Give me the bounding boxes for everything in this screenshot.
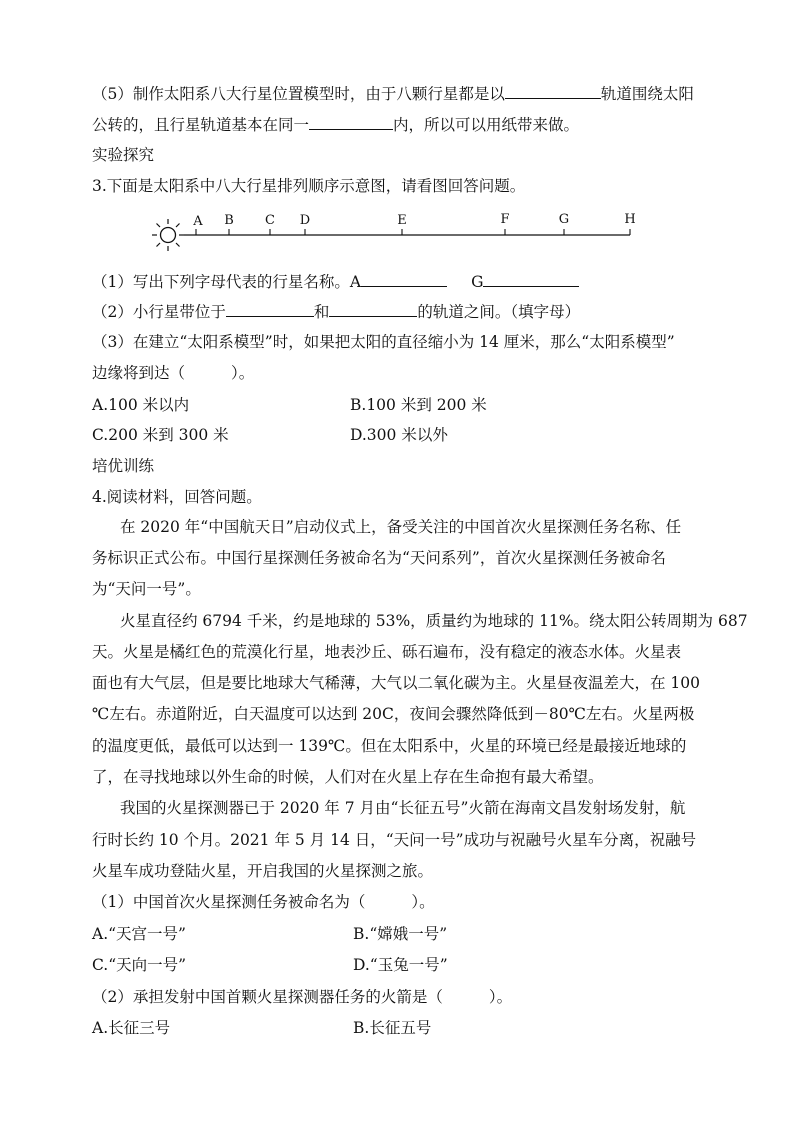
sun-icon xyxy=(152,219,184,251)
paragraph-1-line: 务标识正式公布。中国行星探测任务被命名为“天问系列”，首次火星探测任务被命名 xyxy=(92,549,666,567)
option-d[interactable]: D.“玉兔一号” xyxy=(353,956,448,974)
q3-2-text-1: （2）小行星带位于 xyxy=(92,303,226,321)
answer-blank-g[interactable] xyxy=(483,270,579,287)
answer-blank[interactable] xyxy=(226,300,314,317)
option-b[interactable]: B.“嫦娥一号” xyxy=(353,925,448,943)
q3-1-text: （1）写出下列字母代表的行星名称。A xyxy=(92,273,362,291)
paragraph-2-line: 天。火星是橘红色的荒漠化行星，地表沙丘、砾石遍布，没有稳定的液态水体。火星表 xyxy=(92,643,682,661)
q3-3-text-2: ）。 xyxy=(231,364,255,382)
question-3-stem: 3.下面是太阳系中八大行星排列顺序示意图，请看图回答问题。 xyxy=(92,177,526,195)
q3-2-text-2: 和 xyxy=(313,303,330,321)
answer-blank-a[interactable] xyxy=(361,270,447,287)
option-a[interactable]: A.“天宫一号” xyxy=(92,925,186,943)
planet-label-d: D xyxy=(299,213,311,228)
paragraph-1-line: 为“天问一号”。 xyxy=(92,580,201,598)
option-a[interactable]: A.100 米以内 xyxy=(92,396,190,414)
paragraph-1-line: 在 2020 年“中国航天日”启动仪式上，备受关注的中国首次火星探测任务名称、任 xyxy=(120,518,682,536)
q3-3-text-1: 边缘将到达（ xyxy=(92,364,186,382)
planet-order-diagram xyxy=(148,205,648,257)
option-c[interactable]: C.200 米到 300 米 xyxy=(92,426,229,444)
question-4-2 xyxy=(92,986,512,1008)
q4-2-text-2: ）。 xyxy=(488,988,513,1006)
option-c[interactable]: C.“天向一号” xyxy=(92,956,187,974)
question-3-3-line-2 xyxy=(92,362,254,384)
option-b[interactable]: B.长征五号 xyxy=(353,1019,432,1037)
q2-5-text-1: （5）制作太阳系八大行星位置模型时，由于八颗行星都是以 xyxy=(92,85,505,103)
planet-label-b: B xyxy=(224,213,234,228)
question-4-1 xyxy=(92,891,435,913)
planet-label-f: F xyxy=(500,212,510,227)
q4-1-text-2: ）。 xyxy=(411,893,435,911)
q3-1-g-label: G xyxy=(471,273,484,291)
planet-label-c: C xyxy=(265,213,275,228)
q2-5-text-3: 公转的，且行星轨道基本在同一 xyxy=(92,116,310,134)
section-heading-training: 培优训练 xyxy=(92,457,155,475)
planet-label-e: E xyxy=(397,213,407,228)
paragraph-2-line: ℃左右。赤道附近，白天温度可以达到 20C，夜间会骤然降低到－80℃左右。火星两极 xyxy=(92,705,695,723)
paragraph-3-line: 火星车成功登陆火星，开启我国的火星探测之旅。 xyxy=(92,862,434,880)
paragraph-2-line: 的温度更低，最低可以达到一 139℃。但在太阳系中，火星的环境已经是最接近地球的 xyxy=(92,737,687,755)
q4-2-text-1: （2）承担发射中国首颗火星探测器任务的火箭是（ xyxy=(92,988,443,1006)
answer-blank[interactable] xyxy=(329,300,417,317)
option-d[interactable]: D.300 米以外 xyxy=(350,426,448,444)
question-2-5-line-2 xyxy=(92,113,579,136)
paragraph-2-line: 面也有大气层，但是要比地球大气稀薄，大气以二氧化碳为主。火星昼夜温差大，在 100 xyxy=(92,674,701,692)
q3-2-text-3: 的轨道之间。（填字母） xyxy=(417,303,581,321)
planet-label-a: A xyxy=(193,214,203,229)
paragraph-3-line: 我国的火星探测器已于 2020 年 7 月由“长征五号”火箭在海南文昌发射场发射，航 xyxy=(120,799,686,817)
option-a[interactable]: A.长征三号 xyxy=(92,1019,171,1037)
question-3-1 xyxy=(92,270,579,293)
paragraph-2-line: 了，在寻找地球以外生命的时候，人们对在火星上存在生命抱有最大希望。 xyxy=(92,768,604,786)
question-3-2 xyxy=(92,300,580,323)
q4-1-text-1: （1）中国首次火星探测任务被命名为（ xyxy=(92,893,366,911)
answer-blank[interactable] xyxy=(309,113,393,130)
question-2-5-line-1 xyxy=(92,82,694,105)
q2-5-text-4: 内，所以可以用纸带来做。 xyxy=(393,116,580,134)
option-b[interactable]: B.100 米到 200 米 xyxy=(350,396,487,414)
answer-blank[interactable] xyxy=(505,82,601,99)
q2-5-text-2: 轨道围绕太阳 xyxy=(600,85,694,103)
question-3-3-line-1: （3）在建立“太阳系模型”时，如果把太阳的直径缩小为 14 厘米，那么“太阳系模型” xyxy=(92,333,675,351)
planet-label-h: H xyxy=(624,212,636,227)
paragraph-2-line: 火星直径约 6794 千米，约是地球的 53%，质量约为地球的 11%。绕太阳公转周期为 687 xyxy=(120,612,748,630)
planet-label-g: G xyxy=(558,212,570,227)
question-4-stem: 4.阅读材料，回答问题。 xyxy=(92,488,262,506)
paragraph-3-line: 行时长约 10 个月。2021 年 5 月 14 日，“天问一号”成功与祝融号火星车分离，祝融号 xyxy=(92,831,697,849)
section-heading-experiment: 实验探究 xyxy=(92,146,155,164)
